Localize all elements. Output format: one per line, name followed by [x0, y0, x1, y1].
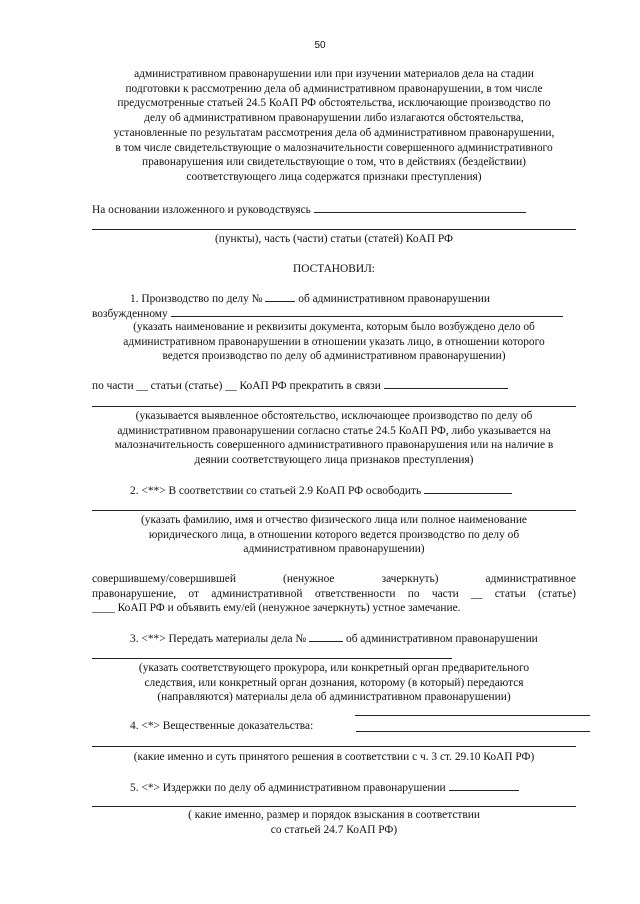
intro-line: административном правонарушении или при изучении материалов дела на стадии: [134, 68, 534, 80]
item5-text: 5. <*> Издержки по делу об административном правонарушении: [130, 782, 446, 794]
item3-line: [92, 631, 576, 647]
word: __: [471, 587, 483, 600]
word: зачеркнуть): [381, 573, 439, 585]
case-number-blank[interactable]: [265, 291, 295, 302]
item1-initiated-label: возбужденному: [92, 308, 168, 320]
item1-prefix: 1. Производство по делу №: [130, 293, 263, 305]
item3-prefix: 3. <**> Передать материалы дела №: [130, 633, 307, 645]
item5-line: [92, 780, 576, 796]
caption-line: (указывается выявленное обстоятельство, исключающее производство по делу об: [135, 410, 533, 422]
release-blank[interactable]: [424, 483, 512, 494]
release-full-blank[interactable]: [92, 510, 576, 511]
word: от: [188, 587, 199, 600]
item3-caption: [92, 661, 576, 705]
intro-line: правонарушения или свидетельствующие о том, что в действиях (бездействии): [142, 156, 526, 169]
word: правонарушение,: [92, 587, 177, 600]
decision-heading: ПОСТАНОВИЛ:: [293, 263, 375, 275]
basis-text: На основании изложенного и руководствуясь: [92, 204, 311, 216]
caption-line: (указать фамилию, имя и отчество физического лица или полное наименование: [141, 514, 527, 526]
word: (ненужное: [283, 573, 335, 585]
basis-caption: (пункты), часть (части) статьи (статей) КоАП РФ: [214, 233, 454, 245]
evidence-upper-blank[interactable]: [355, 715, 590, 716]
item3-suffix: об административном правонарушении: [346, 633, 538, 645]
caption-line: административном правонарушении в отношении указать лицо, в отношении которого: [123, 335, 545, 348]
word: ответственности: [314, 587, 396, 600]
item2-body: [92, 572, 576, 616]
caption-line: ведется производство по делу об административном правонарушении): [162, 350, 506, 363]
termination-full-blank[interactable]: [92, 406, 576, 407]
caption-line: деянии соответствующего лица признаков преступления): [194, 454, 474, 467]
item2-line: [92, 483, 576, 499]
evidence-blank[interactable]: [356, 731, 590, 732]
intro-line: подготовки к рассмотрению дела об административном правонарушении, в том числе: [125, 82, 543, 95]
basis-line: [92, 202, 576, 218]
caption-line: ( какие именно, размер и порядок взыскания в соответствии: [188, 809, 480, 821]
word: статьи: [494, 587, 526, 600]
word: (статье): [538, 587, 576, 600]
intro-line: делу об административном правонарушении либо излагаются обстоятельства,: [144, 112, 524, 125]
costs-blank[interactable]: [449, 780, 519, 791]
word: административное: [485, 573, 576, 585]
evidence-full-blank[interactable]: [92, 746, 576, 747]
caption-line: (указать соответствующего прокурора, или конкретный орган предварительного: [138, 662, 530, 674]
intro-line: установленные по результатам рассмотрения дела об административном правонарушении,: [113, 126, 555, 139]
intro-line: в том числе свидетельствующие о малозначительности совершенного административного: [115, 141, 553, 154]
intro-line: предусмотренные статьей 24.5 КоАП РФ обстоятельства, исключающие производство по: [117, 97, 551, 110]
caption-line: со статьей 24.7 КоАП РФ): [270, 823, 398, 836]
basis-full-blank[interactable]: [92, 229, 576, 230]
item2-row2: [92, 587, 576, 602]
caption-line: малозначительность совершенного административного правонарушения или на наличие в: [114, 439, 554, 452]
item2-caption: [92, 513, 576, 557]
caption-line: (указать наименование и реквизиты документа, которым было возбуждено дело об: [133, 321, 535, 333]
intro-line: соответствующего лица содержатся признаки преступления): [186, 170, 482, 183]
item2-row1: [92, 572, 576, 587]
termination-reason-blank[interactable]: [384, 378, 508, 389]
materials-case-number-blank[interactable]: [309, 631, 343, 642]
item5-caption: [92, 808, 576, 837]
initiated-blank[interactable]: [171, 306, 563, 317]
costs-full-blank[interactable]: [92, 806, 576, 807]
word: административной: [211, 587, 303, 600]
caption-line: следствия, или конкретный орган дознания, которому (в который) передаются: [144, 676, 524, 689]
item2-row3: ____ КоАП РФ и объявить ему/ей (ненужное зачеркнуть) устное замечание.: [92, 602, 461, 615]
item1-termination-text: по части __ статьи (статье) __ КоАП РФ прекратить в связи: [92, 380, 381, 392]
item4-caption: (какие именно и суть принятого решения в соответствии с ч. 3 ст. 29.10 КоАП РФ): [133, 751, 535, 763]
word: части: [431, 587, 459, 600]
basis-blank[interactable]: [314, 202, 526, 213]
recipient-blank[interactable]: [92, 658, 452, 659]
item1-caption2: [92, 409, 576, 468]
intro-paragraph: [92, 67, 576, 185]
item1-line: [92, 291, 576, 307]
caption-line: юридического лица, в отношении которого ведется производство по делу об: [148, 528, 520, 541]
item1-caption: [92, 320, 576, 364]
word: совершившему/совершившей: [92, 573, 236, 585]
item4-text: 4. <*> Вещественные доказательства:: [130, 720, 314, 732]
caption-line: (направляются) материалы дела об административном правонарушении): [157, 691, 511, 704]
word: по: [407, 587, 420, 600]
item1-termination-line: [92, 378, 576, 394]
item1-suffix: об административном правонарушении: [298, 293, 490, 305]
page-number: 50: [314, 40, 326, 51]
item2-text: 2. <**> В соответствии со статьей 2.9 КоАП РФ освободить: [130, 485, 422, 497]
caption-line: административном правонарушении согласно статье 24.5 КоАП РФ, либо указывается на: [117, 424, 551, 437]
caption-line: административном правонарушении): [243, 543, 425, 556]
